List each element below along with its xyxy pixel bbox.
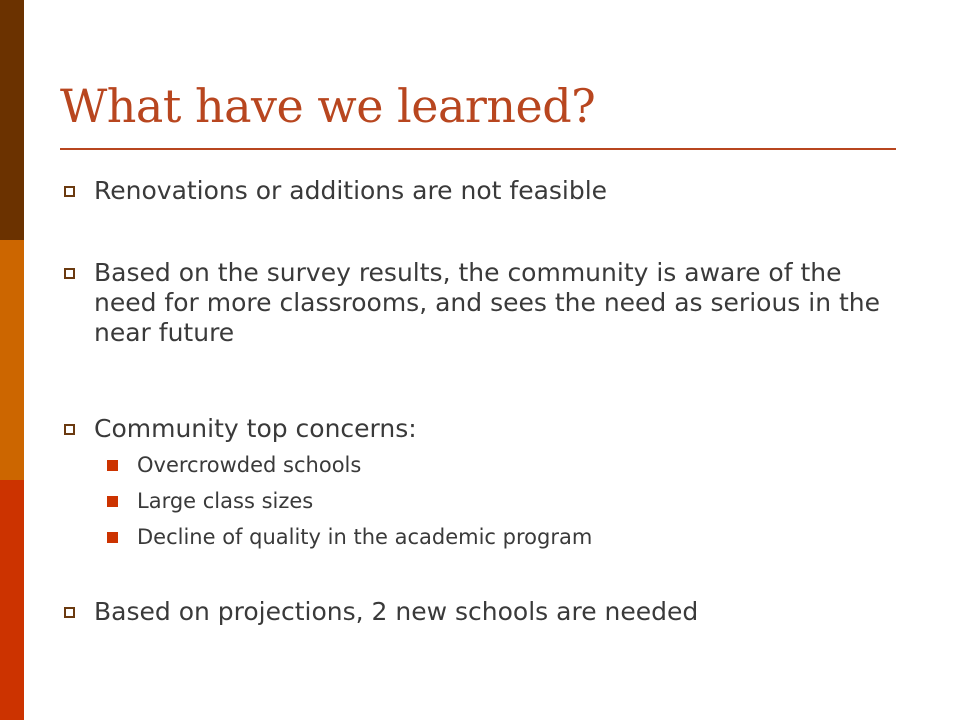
bullet-text: Community top concerns: xyxy=(94,414,417,443)
bullet-item xyxy=(64,176,884,206)
sub-bullet-text: Overcrowded schools xyxy=(137,453,362,477)
slide-title: What have we learned? xyxy=(60,79,596,133)
bullet-text: Renovations or additions are not feasible xyxy=(94,176,608,205)
sub-bullet-text: Large class sizes xyxy=(137,489,314,513)
bullet-item xyxy=(64,414,884,444)
sub-bullet-item xyxy=(107,524,867,560)
hollow-square-bullet-icon xyxy=(64,424,75,435)
bullet-text: Based on the survey results, the community is aware of the need for more classrooms, and sees the need as serious in the near future xyxy=(94,258,881,347)
bullet-item xyxy=(64,258,884,348)
sub-bullet-item xyxy=(107,488,867,524)
bullet-text: Based on projections, 2 new schools are needed xyxy=(94,597,699,626)
filled-square-bullet-icon xyxy=(107,532,118,543)
bullet-item xyxy=(64,597,884,627)
sub-bullet-text: Decline of quality in the academic program xyxy=(137,525,593,549)
side-bar-segment-bottom xyxy=(0,480,24,720)
sub-bullet-item xyxy=(107,452,867,488)
concerns-sub-list xyxy=(107,452,867,560)
filled-square-bullet-icon xyxy=(107,460,118,471)
hollow-square-bullet-icon xyxy=(64,607,75,618)
side-bar-segment-top xyxy=(0,0,24,240)
hollow-square-bullet-icon xyxy=(64,186,75,197)
hollow-square-bullet-icon xyxy=(64,268,75,279)
filled-square-bullet-icon xyxy=(107,496,118,507)
title-underline xyxy=(60,148,896,150)
side-accent-bar xyxy=(0,0,24,720)
side-bar-segment-middle xyxy=(0,240,24,480)
